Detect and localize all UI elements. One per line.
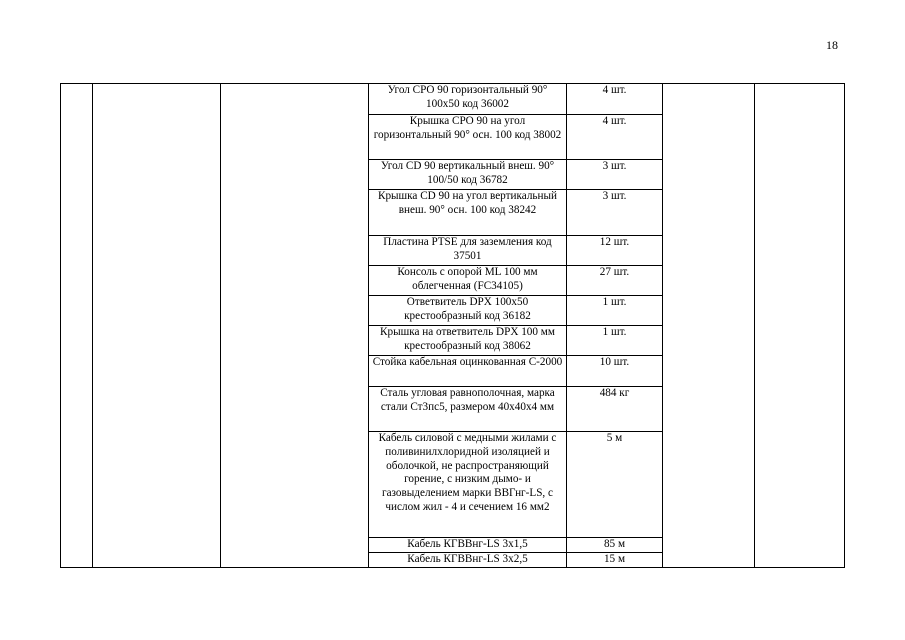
quantity-cell: 15 м: [567, 553, 663, 568]
quantity-cell: 5 м: [567, 432, 663, 538]
quantity-cell: 12 шт.: [567, 236, 663, 266]
material-name-cell: Консоль с опорой ML 100 мм облегченная (FC34105): [369, 266, 567, 296]
number-cell: [61, 84, 93, 568]
quantity-cell: 1 шт.: [567, 326, 663, 356]
quantity-cell: 484 кг: [567, 387, 663, 432]
quantity-cell: 27 шт.: [567, 266, 663, 296]
quantity-cell: 4 шт.: [567, 115, 663, 160]
material-name-cell: Кабель КГВВнг-LS 3х2,5: [369, 553, 567, 568]
material-name-cell: Угол CD 90 вертикальный внеш. 90° 100/50 код 36782: [369, 160, 567, 190]
page-number: 18: [826, 38, 838, 52]
material-name-cell: Угол CPO 90 горизонтальный 90° 100x50 код 36002: [369, 84, 567, 115]
quantity-cell: 3 шт.: [567, 190, 663, 236]
extra-cell: [663, 84, 755, 568]
note-cell: [755, 84, 845, 568]
material-name-cell: Крышка на ответвитель DPX 100 мм крестообразный код 38062: [369, 326, 567, 356]
quantity-cell: 10 шт.: [567, 356, 663, 387]
section-cell: [93, 84, 221, 568]
materials-table: [60, 83, 845, 568]
quantity-cell: 3 шт.: [567, 160, 663, 190]
material-name-cell: Кабель КГВВнг-LS 3х1,5: [369, 538, 567, 553]
material-name-cell: Кабель силовой с медными жилами с поливинилхлоридной изоляцией и оболочкой, не распространяющий горение, с низким дымо- и газовыделением марки ВВГнг-LS, с числом жил - 4 и сечением 16 мм2: [369, 432, 567, 538]
material-name-cell: Сталь угловая равнополочная, марка стали Ст3пс5, размером 40х40х4 мм: [369, 387, 567, 432]
table-row: [61, 84, 845, 115]
material-name-cell: Стойка кабельная оцинкованная С-2000: [369, 356, 567, 387]
material-name-cell: Крышка CD 90 на угол вертикальный внеш. 90° осн. 100 код 38242: [369, 190, 567, 236]
quantity-cell: 4 шт.: [567, 84, 663, 115]
material-name-cell: Ответвитель DPX 100x50 крестообразный код 36182: [369, 296, 567, 326]
quantity-cell: 1 шт.: [567, 296, 663, 326]
material-name-cell: Пластина PTSE для заземления код 37501: [369, 236, 567, 266]
quantity-cell: 85 м: [567, 538, 663, 553]
material-name-cell: Крышка CPO 90 на угол горизонтальный 90° осн. 100 код 38002: [369, 115, 567, 160]
work-name-cell: [221, 84, 369, 568]
